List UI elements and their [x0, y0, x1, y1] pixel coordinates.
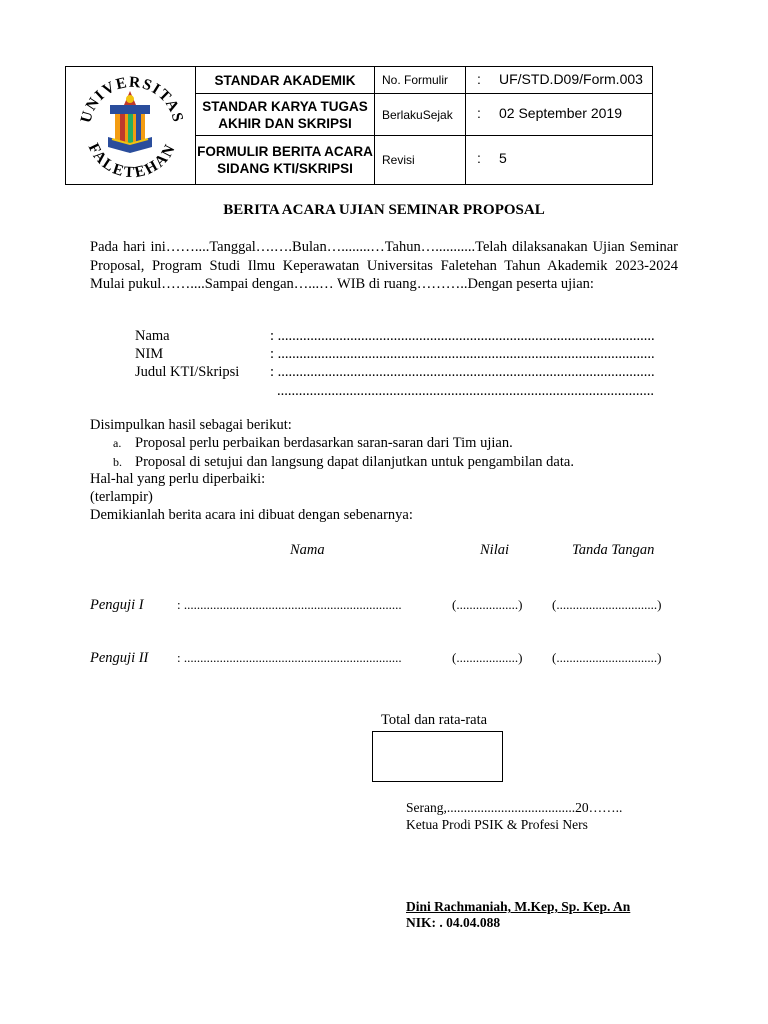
revision-label: Revisi [382, 153, 415, 167]
signer-position: Ketua Prodi PSIK & Profesi Ners [406, 817, 588, 832]
examiner-2-role: Penguji II [90, 650, 149, 666]
header-title-3-line2: SIDANG KTI/SKRIPSI [217, 161, 353, 176]
signer-name: Dini Rachmaniah, M.Kep, Sp. Kep. An [406, 899, 631, 914]
option-b: Proposal di setujui dan langsung dapat dilanjutkan untuk pengambilan data. [135, 454, 574, 470]
field-label-title: Judul KTI/Skripsi [135, 364, 240, 380]
total-label: Total dan rata-rata [381, 712, 488, 728]
total-box[interactable] [372, 731, 503, 782]
header-title-2 [196, 94, 374, 135]
examiner-2-signature[interactable]: (...............................) [552, 650, 662, 665]
examiner-1-score[interactable]: (...................) [452, 597, 523, 612]
column-score: Nilai [480, 542, 510, 558]
divider [465, 67, 466, 184]
examiner-2-score[interactable]: (...................) [452, 650, 523, 665]
examiner-1-signature[interactable]: (...............................) [552, 597, 662, 612]
header-title-3 [196, 136, 374, 184]
attached-note: (terlampir) [90, 489, 153, 505]
form-number-label: No. Formulir [382, 73, 449, 87]
conclusion-intro: Disimpulkan hasil sebagai berikut: [90, 417, 292, 433]
fix-label: Hal-hal yang perlu diperbaiki: [90, 471, 266, 487]
field-label-name: Nama [135, 328, 170, 344]
logo-text-bottom: FALETEHAN [84, 140, 180, 182]
examiner-1-name[interactable]: : ................................................................... [177, 597, 402, 612]
column-signature: Tanda Tangan [572, 542, 655, 558]
option-a: Proposal perlu perbaikan berdasarkan saran-saran dari Tim ujian. [135, 435, 513, 451]
colon: : [477, 150, 481, 166]
option-marker: a. [113, 436, 122, 450]
intro-paragraph: Pada hari ini……....Tanggal….….Bulan…........…Tahun…...........Telah dilaksanakan Ujian Seminar Proposal, Program Studi Ilmu Keperawatan Universitas Faletehan Tahun Akademik 2023-2024 Mulai pukul……....Sampai dengan…...… WIB di ruang………..Dengan peserta ujian: [90, 239, 678, 292]
valid-since-label: BerlakuSejak [382, 107, 453, 122]
revision-value: 5 [499, 150, 507, 166]
examiner-2-name[interactable]: : ................................................................... [177, 650, 402, 665]
field-value-title[interactable]: : ........................................................................................................ [270, 364, 655, 380]
document-title: BERITA ACARA UJIAN SEMINAR PROPOSAL [223, 202, 545, 218]
university-logo [68, 69, 193, 182]
field-label-nim: NIM [135, 346, 164, 362]
place-date: Serang,......................................20…….. [406, 800, 623, 815]
column-name: Nama [290, 542, 325, 558]
option-marker: b. [113, 455, 122, 469]
closing-statement: Demikianlah berita acara ini dibuat dengan sebenarnya: [90, 507, 413, 523]
header-title-3-line1: FORMULIR BERITA ACARA [197, 144, 373, 159]
colon: : [477, 105, 481, 121]
header-table [65, 66, 653, 185]
signer-nik: NIK: . 04.04.088 [406, 915, 501, 930]
examiner-1-role: Penguji I [90, 597, 144, 613]
logo-text-top: UNIVERSITAS [77, 73, 187, 125]
form-number-value: UF/STD.D09/Form.003 [499, 71, 643, 87]
header-title-2-line1: STANDAR KARYA TUGAS [202, 98, 368, 114]
header-title-2-line2: AKHIR DAN SKRIPSI [218, 115, 352, 131]
field-value-nim[interactable]: : ........................................................................................................ [270, 346, 655, 362]
field-value-title-continuation[interactable]: ........................................................................................................ [277, 383, 654, 399]
field-value-name[interactable]: : ........................................................................................................ [270, 328, 655, 344]
header-title-1: STANDAR AKADEMIK [214, 72, 356, 88]
valid-since-value: 02 September 2019 [499, 105, 622, 121]
divider [374, 67, 375, 184]
colon: : [477, 71, 481, 87]
